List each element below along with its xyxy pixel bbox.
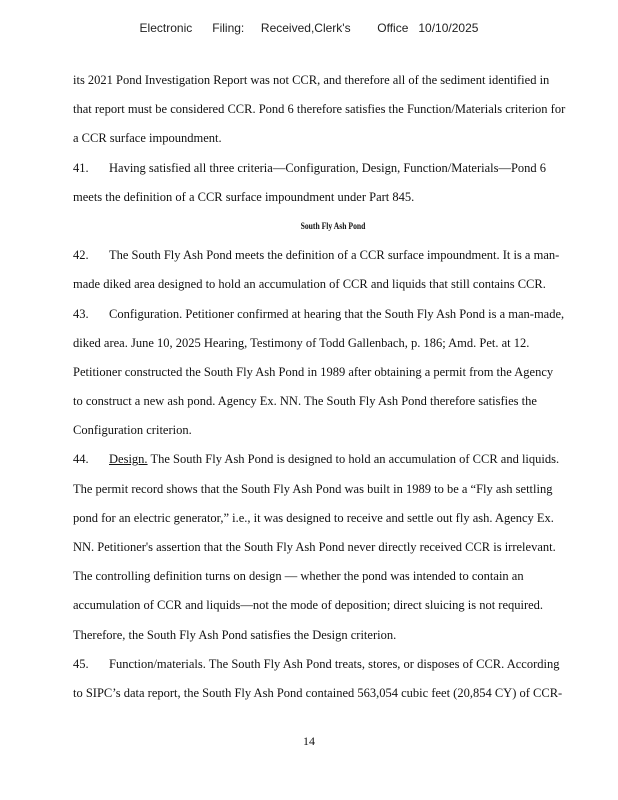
paragraph-text: The South Fly Ash Pond meets the definition of a CCR surface impoundment. It is a man- — [109, 248, 560, 263]
paragraph-42-line — [73, 241, 593, 270]
document-body — [73, 66, 593, 708]
paragraph-41-line — [73, 154, 593, 183]
page-number: 14 — [303, 734, 315, 748]
paragraph-number: 41. — [73, 160, 89, 175]
paragraph-44-line — [73, 445, 593, 474]
paragraph-line: The controlling definition turns on design — whether the pond was intended to contain an — [73, 569, 524, 584]
paragraph-line: diked area. June 10, 2025 Hearing, Testimony of Todd Gallenbach, p. 186; Amd. Pet. at 12. — [73, 335, 530, 350]
paragraph-number: 45. — [73, 656, 89, 671]
paragraph-line: Petitioner constructed the South Fly Ash Pond in 1989 after obtaining a permit from the Agency — [73, 364, 554, 379]
paragraph-line: a CCR surface impoundment. — [73, 131, 222, 146]
paragraph-line: to SIPC’s data report, the South Fly Ash Pond contained 563,054 cubic feet (20,854 CY) of CCR- — [73, 685, 563, 700]
paragraph-label: Design. — [109, 452, 148, 467]
paragraph-label: Configuration. — [109, 306, 183, 321]
paragraph-line: meets the definition of a CCR surface impoundment under Part 845. — [73, 189, 415, 204]
paragraph-text: The South Fly Ash Pond treats, stores, or disposes of CCR. According — [205, 656, 560, 671]
paragraph-line: The permit record shows that the South Fly Ash Pond was built in 1989 to be a “Fly ash settling — [73, 481, 553, 496]
paragraph-number: 42. — [73, 248, 89, 263]
paragraph-line: made diked area designed to hold an accumulation of CCR and liquids that still contains CCR. — [73, 277, 546, 292]
paragraph-text: Petitioner confirmed at hearing that the South Fly Ash Pond is a man-made, — [182, 306, 565, 321]
paragraph-line: that report must be considered CCR. Pond 6 therefore satisfies the Function/Materials criterion for — [73, 102, 566, 117]
paragraph-43-line — [73, 300, 593, 329]
paragraph-number: 44. — [73, 452, 89, 467]
paragraph-line: NN. Petitioner's assertion that the South Fly Ash Pond never directly received CCR is irrelevant. — [73, 540, 556, 554]
paragraph-text: The South Fly Ash Pond is designed to hold an accumulation of CCR and liquids. — [147, 452, 560, 467]
section-heading: South Fly Ash Pond — [300, 220, 366, 231]
electronic-filing-header: Electronic Filing: Received,Clerk's Office 10/10/2025 — [139, 21, 479, 35]
paragraph-line: pond for an electric generator,” i.e., it was designed to receive and settle out fly ash. Agency Ex. — [73, 510, 554, 525]
paragraph-label: Function/materials. — [109, 656, 206, 671]
paragraph-line: to construct a new ash pond. Agency Ex. NN. The South Fly Ash Pond therefore satisfies the — [73, 394, 537, 409]
paragraph-line: accumulation of CCR and liquids—not the mode of deposition; direct sluicing is not required. — [73, 598, 544, 613]
paragraph-number: 43. — [73, 306, 89, 321]
paragraph-line: its 2021 Pond Investigation Report was not CCR, and therefore all of the sediment identified in — [73, 73, 550, 87]
paragraph-line: Configuration criterion. — [73, 423, 192, 438]
paragraph-45-line — [73, 650, 593, 679]
paragraph-line: Therefore, the South Fly Ash Pond satisfies the Design criterion. — [73, 627, 397, 642]
paragraph-text: Having satisfied all three criteria—Configuration, Design, Function/Materials—Pond 6 — [109, 160, 547, 175]
